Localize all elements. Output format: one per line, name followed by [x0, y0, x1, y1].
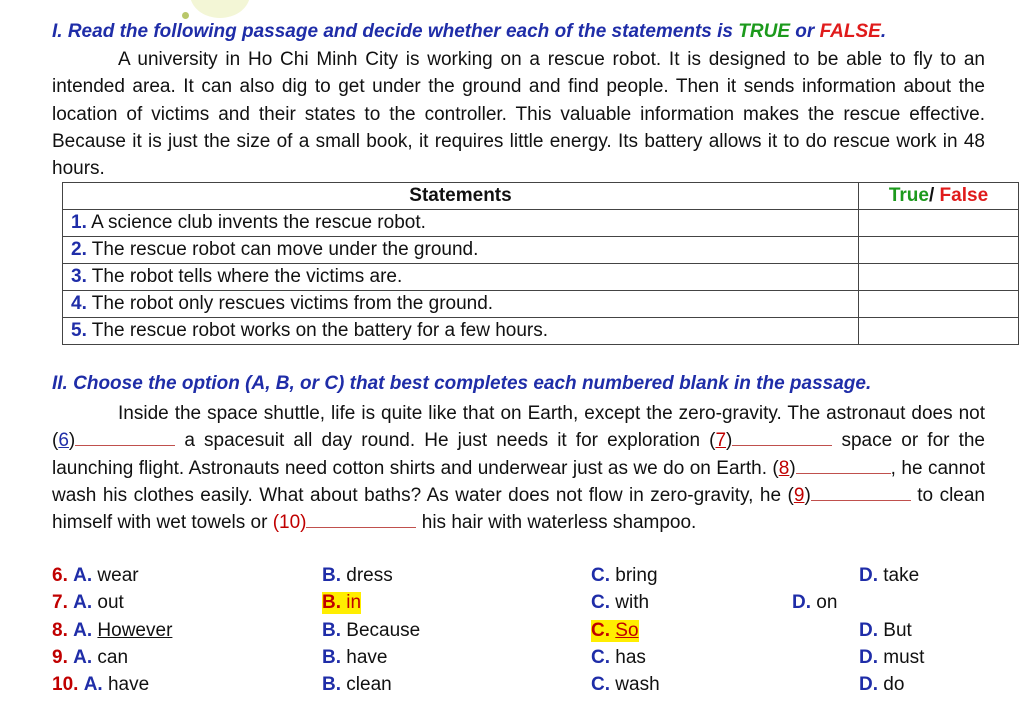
option-8b[interactable]: B. Because	[322, 619, 421, 641]
option-6b[interactable]: B. dress	[322, 565, 393, 586]
statement-3: 3. The robot tells where the victims are.	[63, 264, 859, 291]
cloze-passage: Inside the space shuttle, life is quite like that on Earth, except the zero-gravity. The astronaut does not (6) a spacesuit all day round. He just needs it for exploration (7) space or for the launching flight. Astronauts need cotton shirts and underwear just as we do on Earth. (8) , he cannot wash his clothes easily. What about baths? As water does not flow in zero-gravity, he (9) to clean himself with wet towels or (10) his hair with waterless shampoo.	[52, 403, 986, 534]
option-9d[interactable]: D. must	[859, 646, 925, 668]
reading-passage: A university in Ho Chi Minh City is working on a rescue robot. It is designed to be able to fly to an intended area. It can also dig to get under the ground and find people. Then it sends information about the location of victims and their states to the controller. This valuable information makes the rescue effective. Because it is just the size of a small book, it requires little energy. Its battery allows it to do rescue work in 48 hours.	[52, 49, 985, 180]
option-9a[interactable]: 9. A. can	[52, 646, 129, 668]
option-6d[interactable]: D. take	[859, 565, 920, 586]
option-8a[interactable]: 8. A. However	[52, 619, 173, 641]
answer-cell-2[interactable]	[859, 237, 1019, 264]
question-10-options	[52, 674, 1012, 701]
blank-6[interactable]: (6)	[52, 430, 175, 451]
statement-1: 1. A science club invents the rescue robot.	[63, 210, 859, 237]
option-6a[interactable]: 6. A. wear	[52, 565, 139, 586]
decorative-blob	[190, 0, 250, 18]
blank-8[interactable]: (8)	[772, 458, 890, 479]
table-row	[63, 264, 1019, 291]
blank-10[interactable]: (10)	[273, 512, 417, 533]
table-row	[63, 318, 1019, 345]
option-9b[interactable]: B. have	[322, 646, 388, 668]
statement-5: 5. The rescue robot works on the battery for a few hours.	[63, 318, 859, 345]
table-row	[63, 291, 1019, 318]
option-7a[interactable]: 7. A. out	[52, 592, 124, 614]
answer-cell-3[interactable]	[859, 264, 1019, 291]
question-6-options	[52, 565, 1012, 592]
section-2-heading: II. Choose the option (A, B, or C) that best completes each numbered blank in the passage.	[52, 373, 872, 394]
answer-cell-1[interactable]	[859, 210, 1019, 237]
option-7b-highlighted[interactable]: B. in	[322, 592, 362, 614]
answer-options	[52, 565, 1012, 701]
question-9-options	[52, 647, 1012, 674]
false-word: FALSE	[819, 21, 881, 42]
answer-cell-5[interactable]	[859, 318, 1019, 345]
true-word: TRUE	[738, 21, 791, 42]
statements-header: Statements	[63, 183, 859, 210]
decorative-dot	[182, 12, 189, 19]
true-false-header: True/ False	[859, 183, 1019, 210]
option-10a[interactable]: 10. A. have	[52, 674, 150, 696]
answer-cell-4[interactable]	[859, 291, 1019, 318]
statements-table	[62, 182, 1019, 345]
question-8-options	[52, 620, 1012, 647]
option-8d[interactable]: D. But	[859, 619, 912, 641]
table-header-row	[63, 183, 1019, 210]
section-1-heading: I. Read the following passage and decide whether each of the statements is TRUE or FALSE.	[52, 21, 887, 42]
option-7c[interactable]: C. with	[591, 592, 650, 614]
option-9c[interactable]: C. has	[591, 646, 646, 668]
option-8c-highlighted[interactable]: C. So	[591, 619, 639, 641]
statement-2: 2. The rescue robot can move under the ground.	[63, 237, 859, 264]
question-7-options	[52, 592, 1012, 619]
option-10c[interactable]: C. wash	[591, 674, 660, 696]
option-10b[interactable]: B. clean	[322, 674, 392, 696]
statement-4: 4. The robot only rescues victims from the ground.	[63, 291, 859, 318]
option-6c[interactable]: C. bring	[591, 565, 658, 586]
option-7d[interactable]: D. on	[792, 592, 838, 614]
option-10d[interactable]: D. do	[859, 674, 905, 696]
table-row	[63, 210, 1019, 237]
table-row	[63, 237, 1019, 264]
blank-9[interactable]: (9)	[788, 485, 911, 506]
blank-7[interactable]: (7)	[709, 430, 832, 451]
